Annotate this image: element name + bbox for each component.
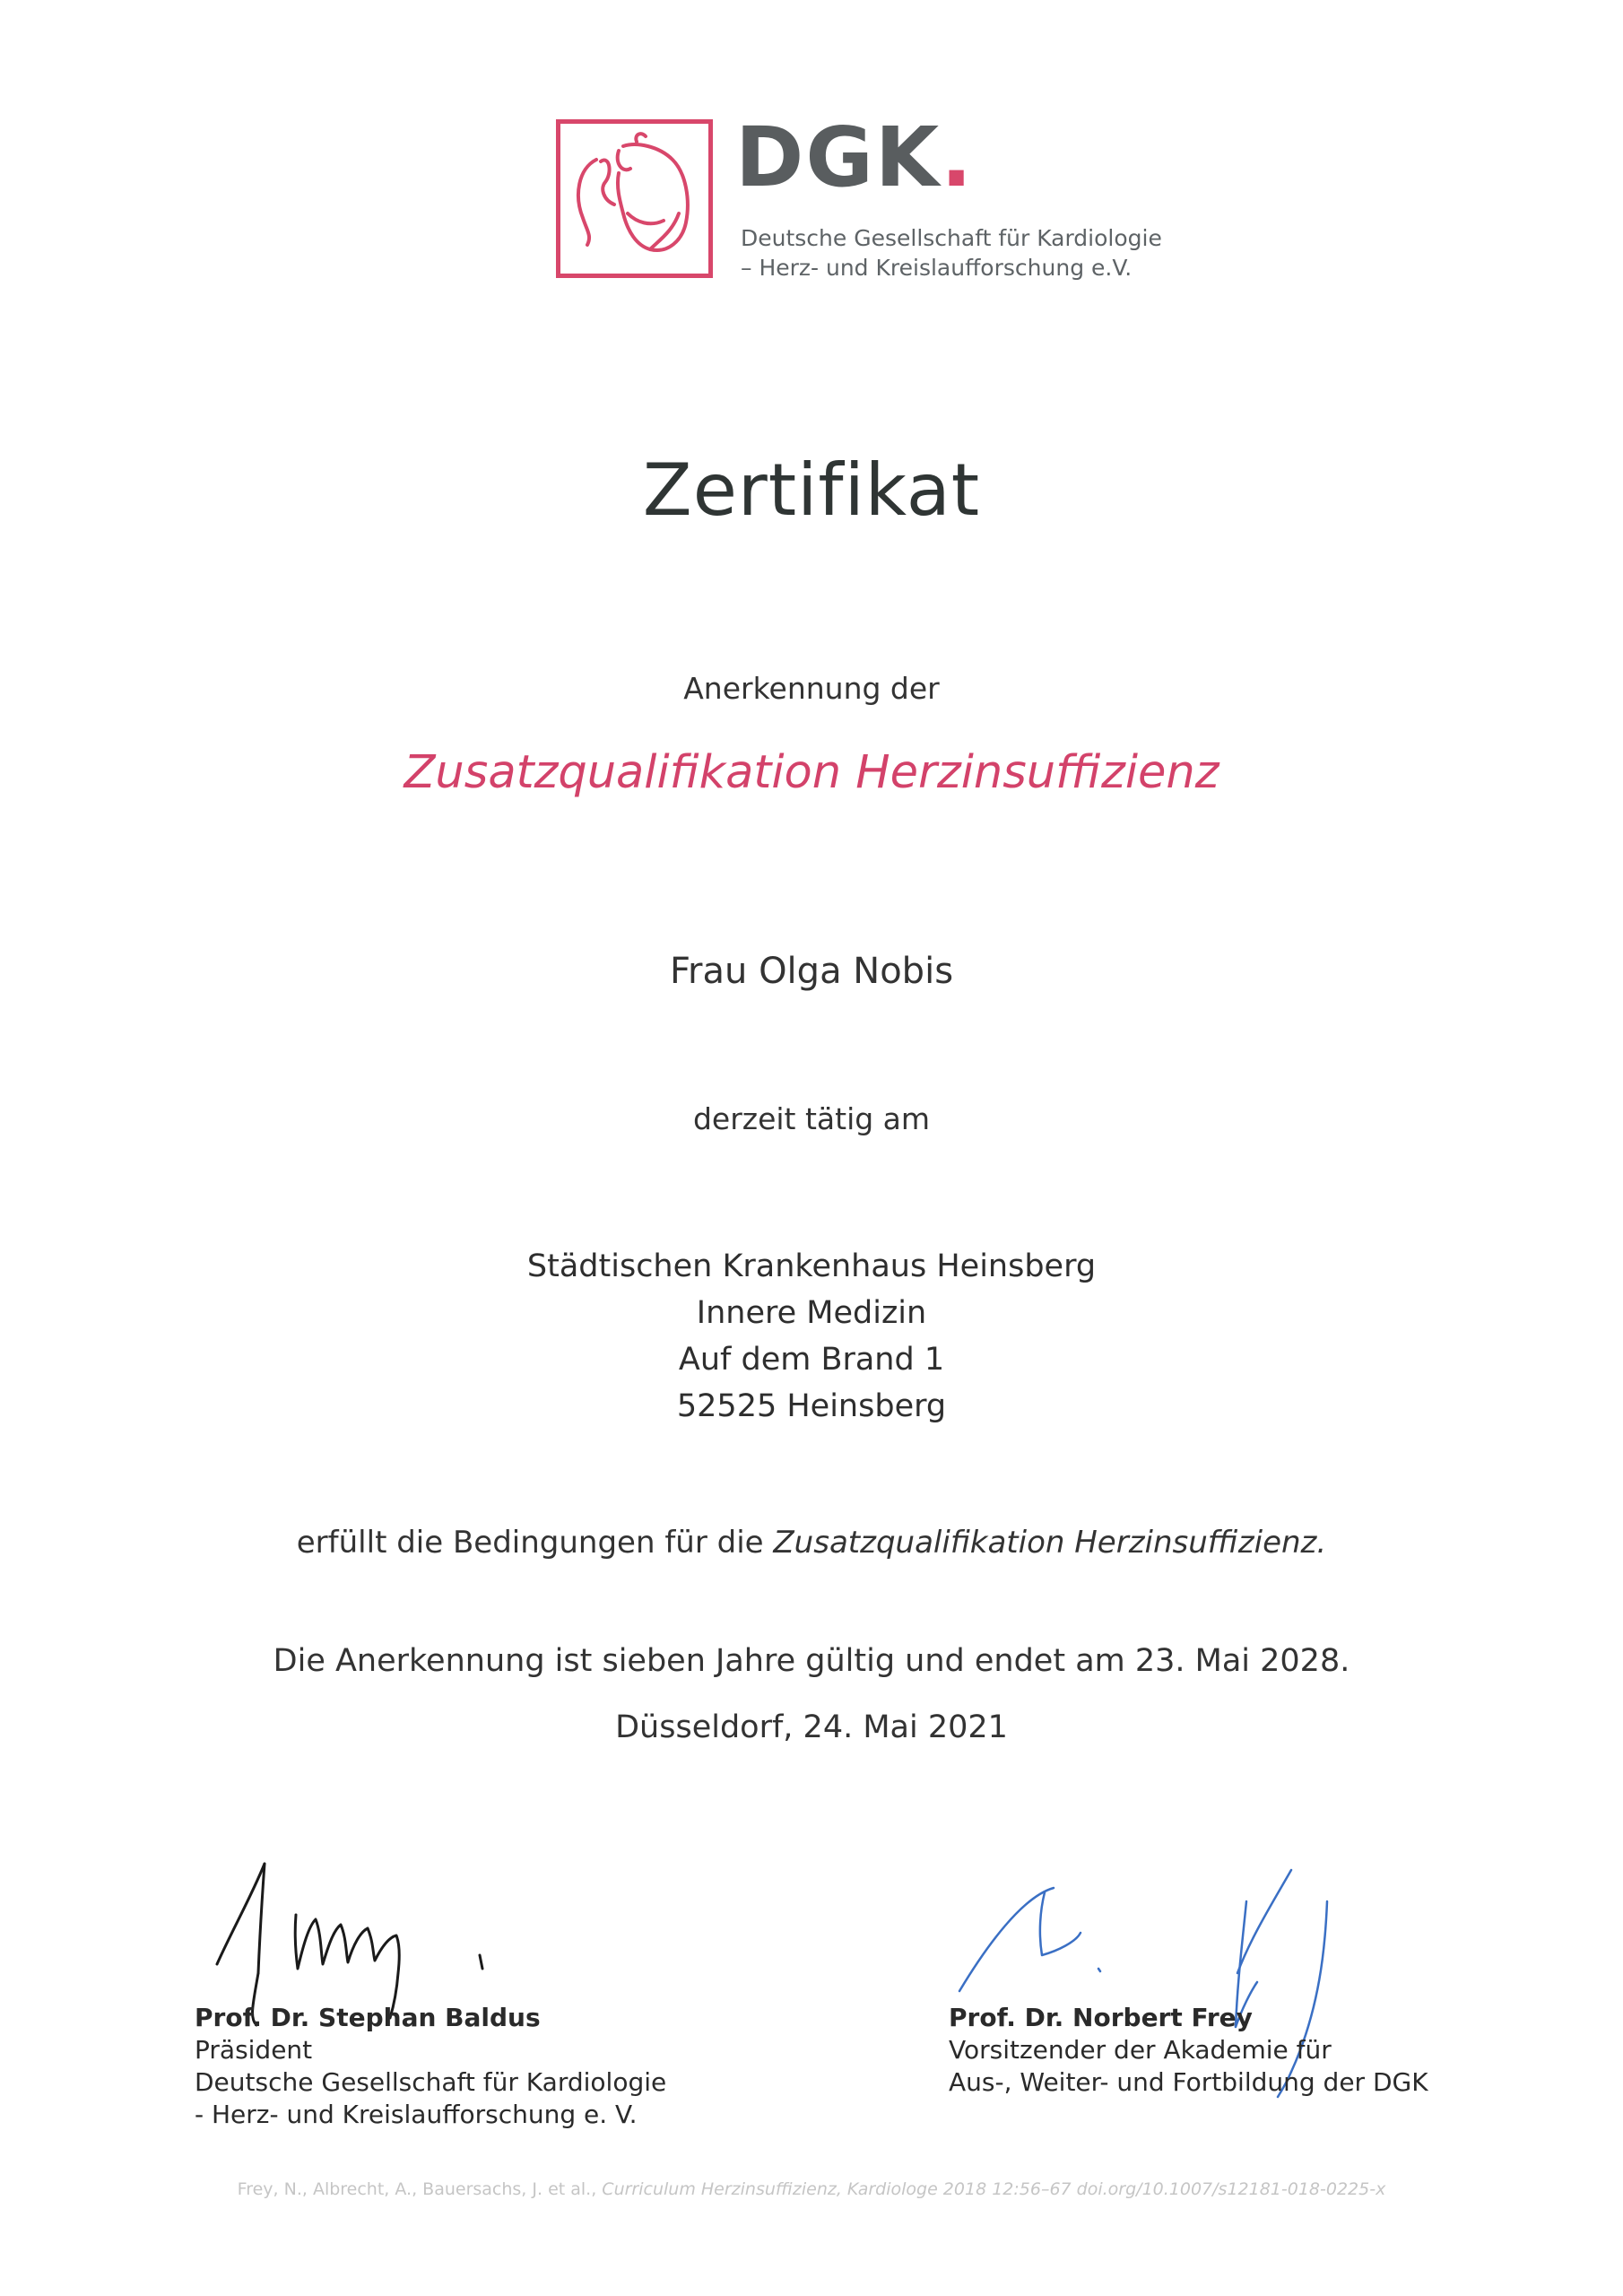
address-line: Städtischen Krankenhaus Heinsberg <box>526 1248 1097 1284</box>
signatory-role: Aus-, Weiter- und Fortbildung der DGK <box>949 2067 1428 2097</box>
signatory-name: Prof. Dr. Stephan Baldus <box>195 2003 541 2032</box>
logo-heart-box <box>556 119 713 278</box>
address-line: Auf dem Brand 1 <box>678 1342 945 1378</box>
footer-authors: Frey, N., Albrecht, A., Bauersachs, J. et al., <box>237 2179 603 2199</box>
validity-statement: Die Anerkennung ist sieben Jahre gültig und endet am 23. Mai 2028. <box>273 1643 1350 1679</box>
signatory-name: Prof. Dr. Norbert Frey <box>949 2003 1253 2032</box>
recognition-text: Anerkennung der <box>683 671 940 706</box>
address-line: 52525 Heinsberg <box>676 1388 947 1424</box>
footer-reference <box>0 2179 1623 2199</box>
signature-block-right <box>949 2002 1428 2099</box>
signatory-role: Vorsitzender der Akademie für <box>949 2035 1332 2065</box>
signature-block-left <box>195 2002 666 2131</box>
logo-org-line-1: Deutsche Gesellschaft für Kardiologie <box>741 225 1162 251</box>
address-line: Innere Medizin <box>696 1295 927 1331</box>
fulfills-prefix: erfüllt die Bedingungen für die <box>296 1525 774 1561</box>
footer-citation: Curriculum Herzinsuffizienz, Kardiologe 2018 12:56–67 doi.org/10.1007/s12181-018-0225-x <box>602 2179 1386 2199</box>
signatory-org-line: - Herz- und Kreislaufforschung e. V. <box>195 2100 638 2129</box>
recipient-name: Frau Olga Nobis <box>669 951 954 992</box>
fulfills-statement <box>0 1525 1623 1561</box>
signature-baldus-icon <box>197 1848 520 2027</box>
place-date: Düsseldorf, 24. Mai 2021 <box>615 1709 1008 1745</box>
qualification-title: Zusatzqualifikation Herzinsuffizienz <box>404 746 1219 799</box>
logo-acronym: DGK. <box>735 109 975 205</box>
heart-logo-icon <box>560 124 708 274</box>
signatory-org-line: Deutsche Gesellschaft für Kardiologie <box>195 2067 667 2097</box>
signatory-role: Präsident <box>195 2035 313 2065</box>
working-at-text: derzeit tätig am <box>692 1101 931 1136</box>
certificate-title: Zertifikat <box>642 448 981 532</box>
fulfills-qualification: Zusatzqualifikation Herzinsuffizienz. <box>773 1525 1327 1561</box>
logo-org-line-2: – Herz- und Kreislaufforschung e.V. <box>741 255 1133 281</box>
